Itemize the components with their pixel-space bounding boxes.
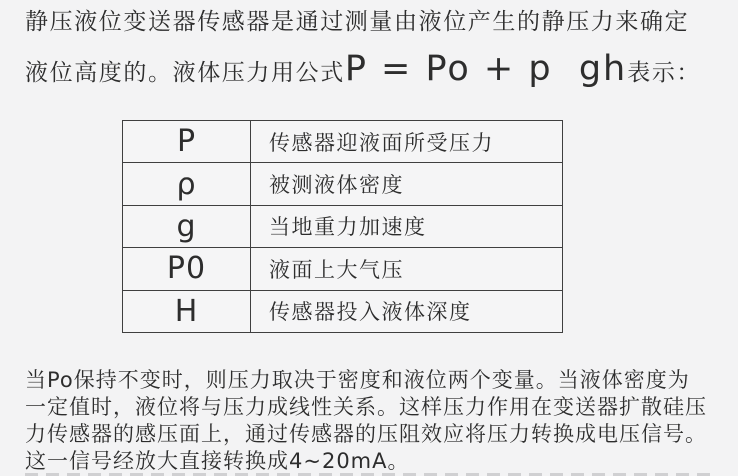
pressure-formula: P = Po + p gh xyxy=(344,49,628,89)
symbol-cell: H xyxy=(123,290,251,332)
description-cell: 被测液体密度 xyxy=(251,163,563,205)
table-row xyxy=(123,248,563,290)
description-cell: 液面上大气压 xyxy=(251,248,563,290)
footer-line: 一定值时，液位将与压力成线性关系。这样压力作用在变送器扩散硅压 xyxy=(25,395,707,419)
description-cell: 传感器投入液体深度 xyxy=(251,290,563,332)
description-cell: 传感器迎液面所受压力 xyxy=(251,121,563,163)
symbol-cell: P0 xyxy=(123,248,251,290)
footer-line: 这一信号经放大直接转换成4~20mA。 xyxy=(25,449,410,473)
footer-line: 力传感器的感压面上，通过传感器的压阻效应将压力转换成电压信号。 xyxy=(25,422,707,446)
footer-line: 当Po保持不变时，则压力取决于密度和液位两个变量。当液体密度为 xyxy=(25,368,690,392)
intro-line-1: 静压液位变送器传感器是通过测量由液位产生的静压力来确定 xyxy=(25,9,690,35)
footer-paragraph xyxy=(25,367,730,475)
table-row xyxy=(123,205,563,247)
table-row xyxy=(123,290,563,332)
intro-line-2 xyxy=(25,47,725,95)
symbol-cell: ρ xyxy=(123,163,251,205)
description-cell: 当地重力加速度 xyxy=(251,205,563,247)
symbol-cell: g xyxy=(123,205,251,247)
symbol-definition-table xyxy=(122,120,563,333)
intro-paragraph xyxy=(25,6,725,95)
symbol-cell: P xyxy=(123,121,251,163)
table-row xyxy=(123,121,563,163)
intro-line-2-prefix: 液位高度的。液体压力用公式 xyxy=(25,60,345,86)
intro-line-2-suffix: 表示： xyxy=(627,60,702,86)
table-row xyxy=(123,163,563,205)
